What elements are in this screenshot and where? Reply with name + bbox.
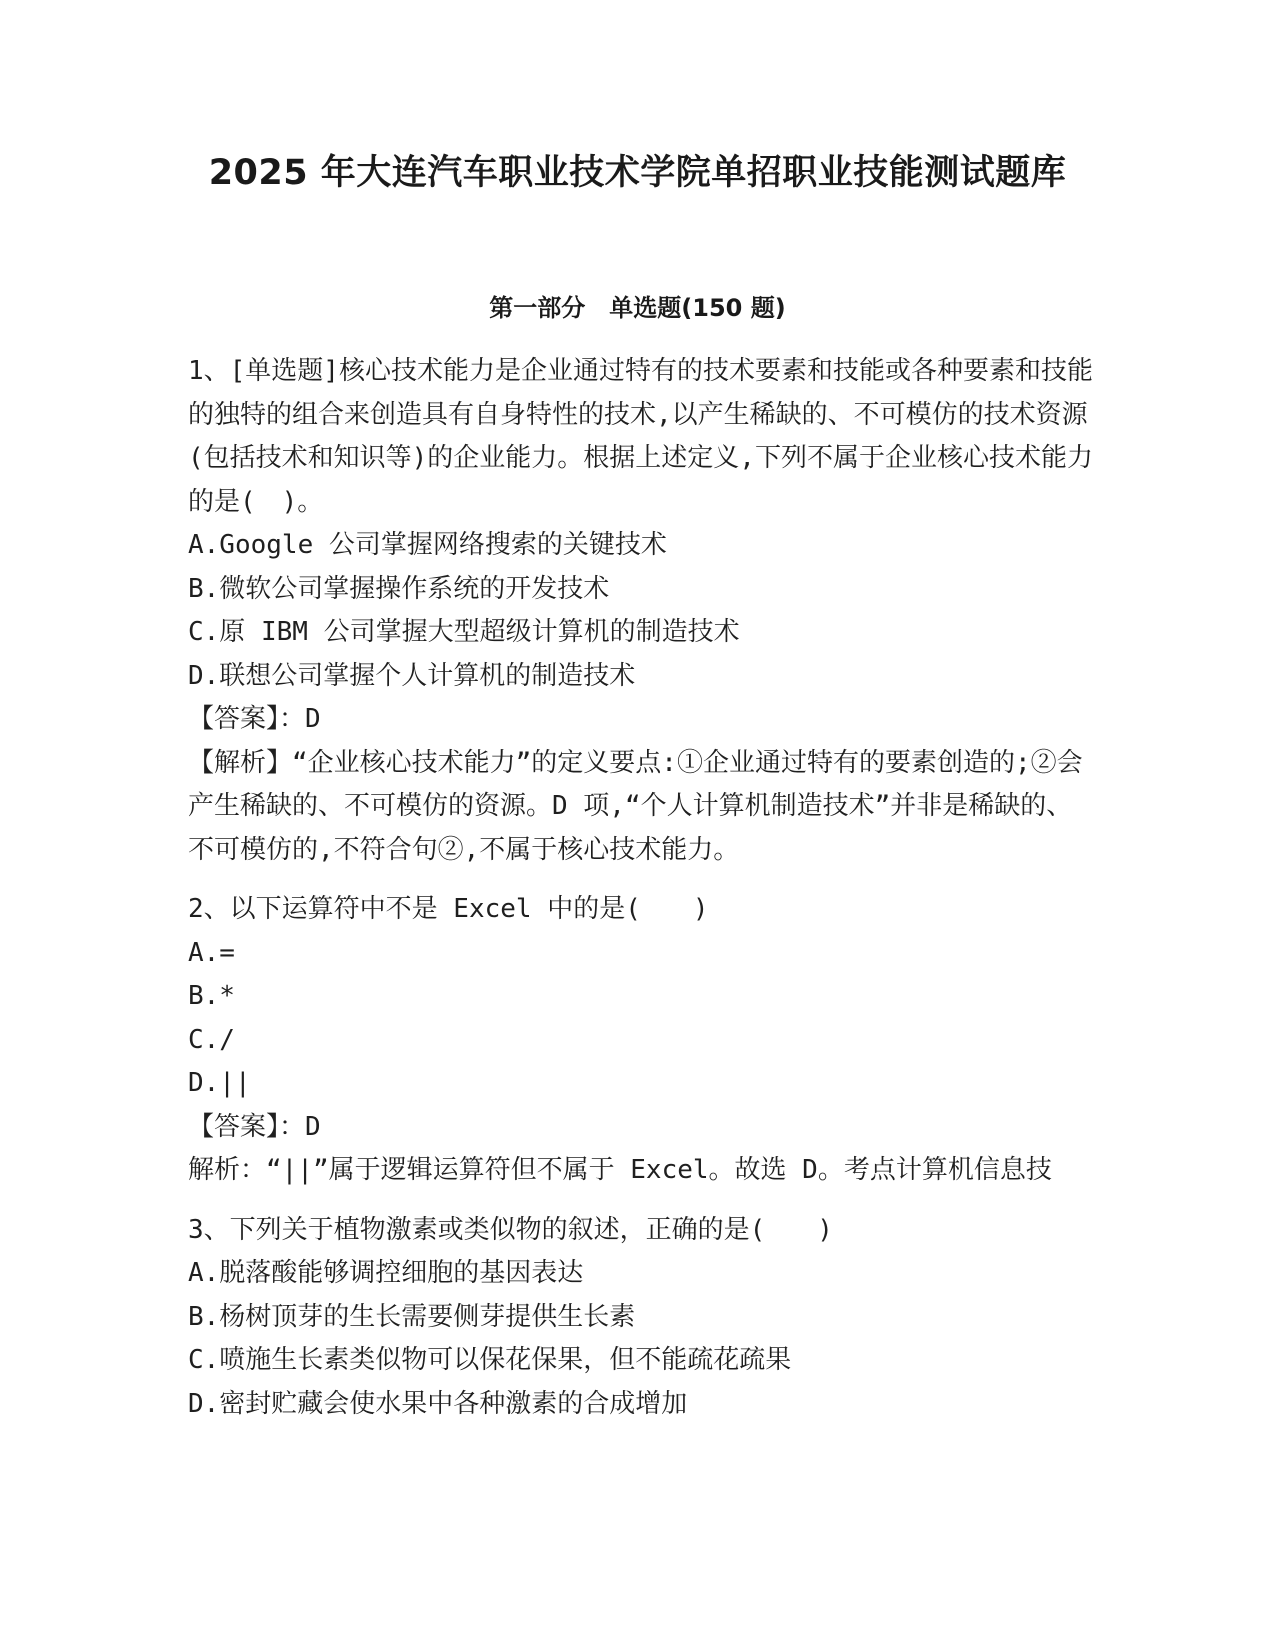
question-list (188, 350, 1093, 1426)
option-a: A.= (188, 937, 235, 968)
question-stem: 3、下列关于植物激素或类似物的叙述，正确的是( ) (188, 1214, 833, 1245)
option-b: B.杨树顶芽的生长需要侧芽提供生长素 (188, 1301, 636, 1332)
option-c: C./ (188, 1024, 235, 1055)
section-heading: 第一部分 单选题(150 题) (489, 294, 786, 322)
question-1 (188, 350, 1093, 872)
document-title: 2025 年大连汽车职业技术学院单招职业技能测试题库 (208, 153, 1067, 193)
answer: 【答案】：D (188, 704, 321, 734)
analysis: 解析：“||”属于逻辑运算符但不属于 Excel。故选 D。考点计算机信息技 (188, 1155, 1052, 1185)
option-b: B.* (188, 981, 235, 1011)
option-d: D.|| (188, 1068, 251, 1098)
analysis: 【解析】“企业核心技术能力”的定义要点:①企业通过特有的要素创造的;②会产生稀缺的、不可模仿的资源。D 项,“个人计算机制造技术”并非是稀缺的、不可模仿的,不符合句②,不属于核心技术能力。 (188, 747, 1083, 865)
question-stem: 2、以下运算符中不是 Excel 中的是( ) (188, 894, 709, 924)
answer: 【答案】：D (188, 1111, 321, 1142)
question-3 (188, 1209, 1093, 1427)
option-c: C.喷施生长素类似物可以保花保果，但不能疏花疏果 (188, 1345, 792, 1375)
option-b: B.微软公司掌握操作系统的开发技术 (188, 573, 610, 604)
option-a: A.Google 公司掌握网络搜索的关键技术 (188, 530, 667, 560)
question-2 (188, 888, 1093, 1193)
option-c: C.原 IBM 公司掌握大型超级计算机的制造技术 (188, 617, 740, 647)
option-a: A.脱落酸能够调控细胞的基因表达 (188, 1258, 584, 1288)
option-d: D.密封贮藏会使水果中各种激素的合成增加 (188, 1388, 688, 1419)
question-stem: 1、[单选题]核心技术能力是企业通过特有的技术要素和技能或各种要素和技能的独特的组合来创造具有自身特性的技术,以产生稀缺的、不可模仿的技术资源(包括技术和知识等)的企业能力。根据上述定义,下列不属于企业核心技术能力的是( )。 (188, 356, 1093, 517)
option-d: D.联想公司掌握个人计算机的制造技术 (188, 660, 636, 691)
